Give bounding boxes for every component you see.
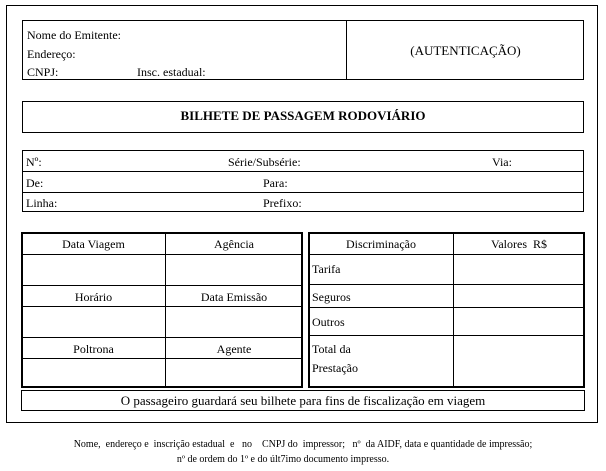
origin-label: De: — [26, 176, 44, 190]
table-row-divider — [308, 284, 585, 285]
table-row-divider — [308, 307, 585, 308]
authentication-label: (AUTENTICAÇÃO) — [410, 43, 521, 58]
table-row-divider — [308, 254, 585, 255]
trip-info-row-divider — [22, 192, 584, 193]
table-row-divider — [21, 358, 303, 359]
agent-header: Agente — [216, 342, 252, 356]
issuer-address-label: Endereço: — [27, 47, 76, 61]
printer-info-line1: Nome, endereço e inscrição estadual e no CNPJ do impressor; nº da AIDF, data e quantidade de impressão; — [73, 439, 533, 450]
prefix-label: Prefixo: — [263, 196, 302, 210]
seat-header: Poltrona — [73, 342, 114, 356]
total-label-line2: Prestação — [312, 361, 358, 375]
insurance-label: Seguros — [312, 290, 351, 304]
other-charges-label: Outros — [312, 315, 345, 329]
travel-date-header: Data Viagem — [62, 237, 125, 251]
ticket-title: BILHETE DE PASSAGEM RODOVIÁRIO — [180, 108, 426, 123]
table-row-divider — [21, 337, 303, 338]
table-col-divider — [165, 232, 166, 388]
description-header: Discriminação — [346, 237, 416, 251]
table-row-divider — [21, 285, 303, 286]
amount-header: Valores R$ — [491, 237, 547, 251]
table-row-divider — [21, 254, 303, 255]
table-row-divider — [308, 335, 585, 336]
agency-header: Agência — [214, 237, 254, 251]
trip-details-table — [21, 232, 303, 388]
issuer-state-reg-label: Insc. estadual: — [137, 65, 206, 79]
ticket-number-label: Nº: — [26, 155, 42, 169]
fare-label: Tarifa — [312, 262, 341, 276]
total-label-line1: Total da — [312, 342, 351, 356]
via-label: Via: — [492, 155, 512, 169]
issuer-name-label: Nome do Emitente: — [27, 28, 121, 42]
trip-info-row-divider — [22, 171, 584, 172]
issue-date-header: Data Emissão — [200, 290, 268, 304]
series-label: Série/Subsérie: — [228, 155, 301, 169]
inspection-notice: O passageiro guardará seu bilhete para fins de fiscalização em viagem — [120, 393, 486, 408]
destination-label: Para: — [263, 176, 288, 190]
departure-time-header: Horário — [74, 290, 113, 304]
issuer-cnpj-label: CNPJ: — [27, 65, 59, 79]
route-label: Linha: — [26, 196, 58, 210]
printer-info-line2: nº de ordem do 1º e do últ7imo documento impresso. — [176, 454, 390, 465]
table-row-divider — [21, 306, 303, 307]
table-col-divider — [453, 232, 454, 388]
